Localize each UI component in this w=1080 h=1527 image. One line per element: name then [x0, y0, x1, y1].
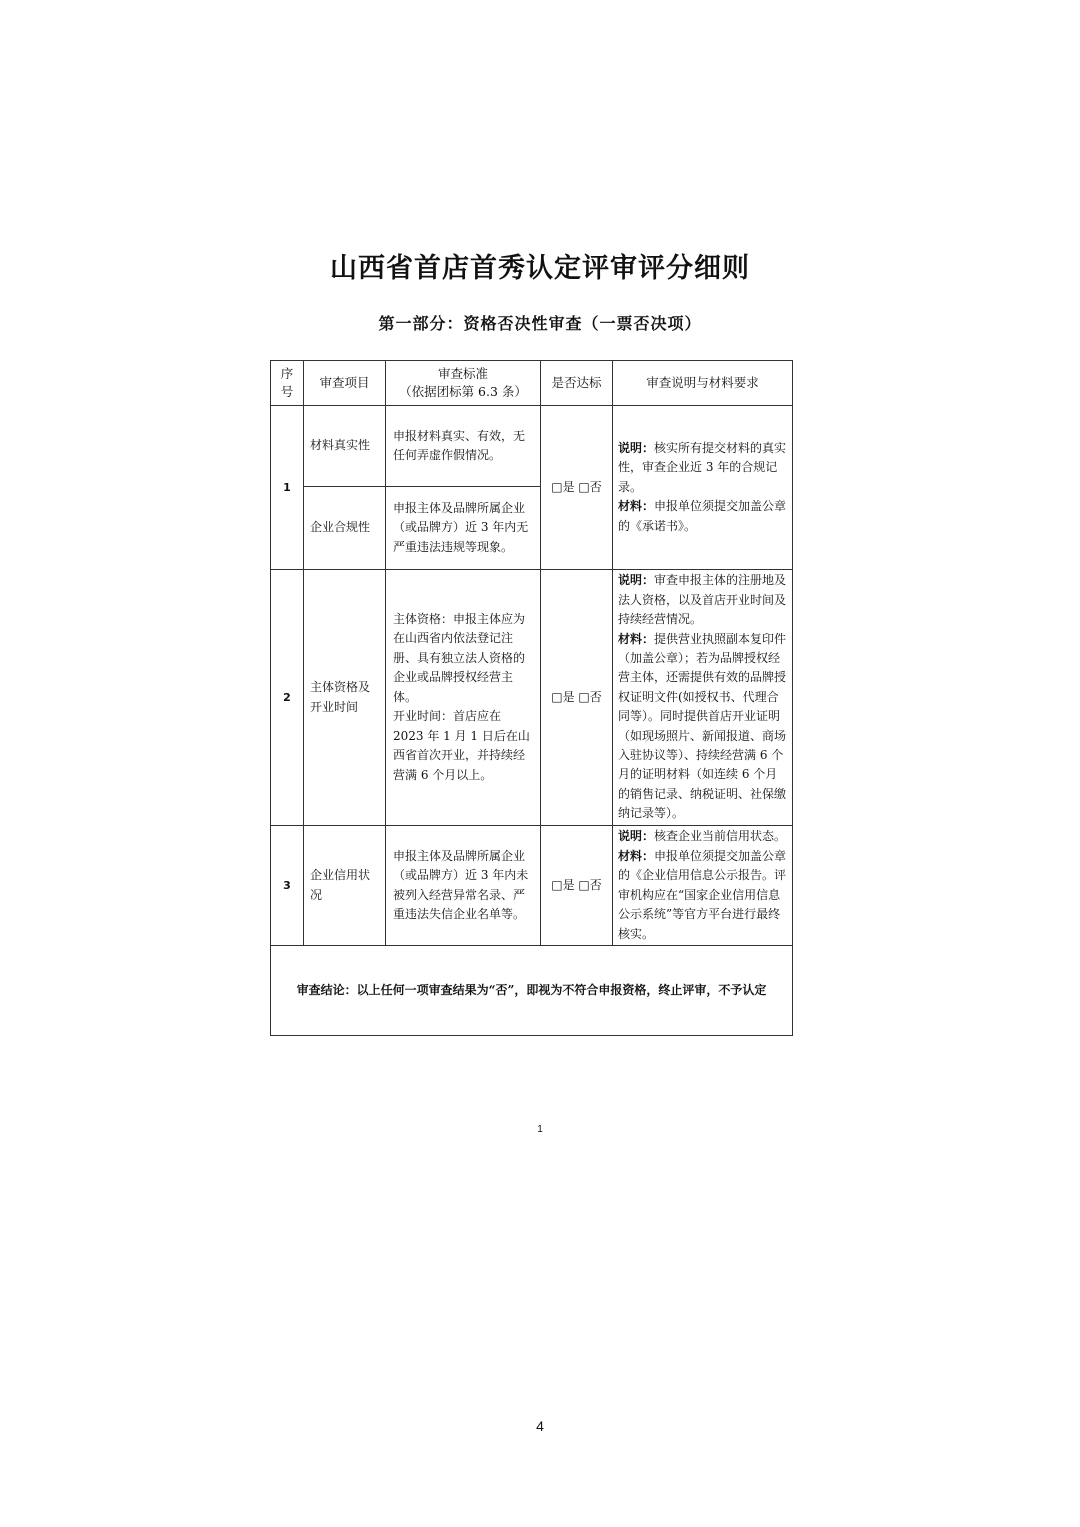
row-standard: 申报主体及品牌所属企业（或品牌方）近 3 年内无严重违法违规等现象。 [386, 487, 541, 570]
conclusion-row [271, 946, 793, 1036]
desc-label-explanation: 说明： [618, 573, 655, 588]
review-table [270, 360, 793, 1036]
row-index: 3 [271, 826, 304, 946]
desc-label-explanation: 说明： [618, 829, 655, 843]
desc-label-explanation: 说明： [618, 440, 655, 455]
row-item: 企业信用状况 [304, 826, 386, 946]
pass-checkboxes[interactable]: □是 □否 [541, 826, 613, 946]
row-standard: 申报主体及品牌所属企业（或品牌方）近 3 年内未被列入经营异常名录、严重违法失信企业名单等。 [386, 826, 541, 946]
table-row [271, 406, 793, 487]
row-standard: 申报材料真实、有效，无任何弄虚作假情况。 [386, 406, 541, 487]
header-pass: 是否达标 [541, 361, 613, 406]
desc-label-materials: 材料： [618, 631, 655, 646]
pass-checkboxes[interactable]: □是 □否 [541, 570, 613, 826]
pass-checkboxes[interactable]: □是 □否 [541, 406, 613, 570]
review-conclusion: 审查结论：以上任何一项审查结果为“否”，即视为不符合申报资格，终止评审，不予认定 [271, 946, 793, 1036]
desc-label-materials: 材料： [618, 499, 655, 514]
header-index: 序号 [271, 361, 304, 406]
table-row [271, 570, 793, 826]
row-item: 材料真实性 [304, 406, 386, 487]
header-standard-line2: （依据团标第 6.3 条） [399, 384, 527, 399]
desc-text-materials: 申报单位须提交加盖公章的《承诺书》。 [618, 499, 787, 533]
row-description [613, 570, 793, 826]
desc-text-explanation: 审查申报主体的注册地及法人资格，以及首店开业时间及持续经营情况。 [618, 573, 787, 627]
row-item: 主体资格及开业时间 [304, 570, 386, 826]
row-description [613, 406, 793, 570]
row-item: 企业合规性 [304, 487, 386, 570]
desc-label-materials: 材料： [618, 848, 655, 863]
desc-text-materials: 提供营业执照副本复印件（加盖公章）；若为品牌授权经营主体，还需提供有效的品牌授权证明文件(如授权书、代理合同等）。同时提供首店开业证明（如现场照片、新闻报道、商场入驻协议等）、持续经营满 6 个月的证明材料（如连续 6 个月的销售记录、纳税证明、社保缴纳记录等）。 [618, 631, 787, 821]
row-description [613, 826, 793, 946]
row-index: 2 [271, 570, 304, 826]
row-index: 1 [271, 406, 304, 570]
standard-paragraph: 开业时间：首店应在 2023 年 1 月 1 日后在山西省首次开业，并持续经营满 6 个月以上。 [393, 709, 530, 782]
header-standard-line1: 审查标准 [437, 366, 488, 381]
table-header-row [271, 361, 793, 406]
header-item: 审查项目 [304, 361, 386, 406]
standard-paragraph: 主体资格：申报主体应为在山西省内依法登记注册、具有独立法人资格的企业或品牌授权经营主体。 [393, 611, 526, 704]
table-row [271, 826, 793, 946]
section-title: 第一部分：资格否决性审查（一票否决项） [378, 314, 702, 333]
header-standard [386, 361, 541, 406]
row-standard [386, 570, 541, 826]
desc-text-materials: 申报单位须提交加盖公章的《企业信用信息公示报告。评审机构应在“国家企业信用信息公示系统”等官方平台进行最终核实。 [618, 848, 787, 941]
inner-page-number: 1 [537, 1124, 543, 1135]
desc-text-explanation: 核查企业当前信用状态。 [654, 829, 787, 843]
page-title: 山西省首店首秀认定评审评分细则 [330, 253, 750, 284]
desc-text-explanation: 核实所有提交材料的真实性，审查企业近 3 年的合规记录。 [618, 440, 787, 494]
page-number: 4 [536, 1418, 544, 1434]
header-description: 审查说明与材料要求 [613, 361, 793, 406]
